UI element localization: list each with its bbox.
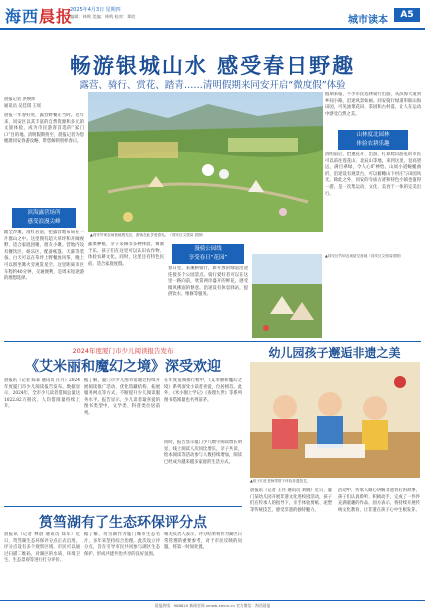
- reading-col-3: 同时，报告显示厦门少儿数字阅读增长明显，线上阅读人次同比增长，亲子共读、绘本阅读等活动参与人数持续增加，阅读已经成为越来越多家庭的生活方式。: [164, 440, 242, 465]
- lead-col-mid-a: 蔬菜种植、亲子采摘等多种体验，寓教于乐，孩子们在这里可以认识农作物、体验农耕文化。同时，这里还有特色民宿，适合家庭度假。: [88, 242, 164, 267]
- reading-byline: 晨报讯（记者 陈霏 通讯员 汪月）2024年度厦门市少儿阅读报告发布。数据显示，2024年，全市少儿读者借阅总量达1022.82万册次，人均借阅量持续上升。: [4, 378, 80, 410]
- lead-col-right-top: 假期来临，不少市民选择骑行出游，从滨海大道到乡间小路，沿途风景如画。同安骑行绿道串联山海田园，可见油菜花田、茶园和古村落，让人在运动中感受自然之美。: [325, 92, 421, 117]
- lead-subheadline: 露营、骑行、赏花、踏青……清明假期来同安开启“微度假”体验: [79, 80, 346, 91]
- ecology-headline: 筼筜湖有了生态环保评分点: [39, 515, 207, 531]
- subhead-bar-mid: 漫骑公园线 享受春日“花园”: [172, 244, 244, 264]
- reading-col-1: 据了解，厦门市少儿图书馆通过持续开展阅读推广活动、优化馆藏结构、拓展服务网点等方式，不断提升少儿阅读服务水平。报告显示，少儿读者最喜爱的图书类型中，文学类、科普类位居前列。: [84, 378, 160, 416]
- kindergarten-photo-caption: ▲孩子们在老师带领下体验非遗技艺。: [250, 479, 311, 483]
- section-title: 城市读本: [348, 15, 388, 26]
- subhead-bar-left: 滨海露营场所 感受浪漫尖峰: [12, 208, 76, 228]
- lead-byline: 晨报记者 洪焕炜 通讯员 吴佳琪 王瑶: [4, 97, 42, 109]
- kindergarten-photo: [250, 362, 420, 478]
- section-divider: [4, 341, 421, 342]
- reading-col-2: 在年度借阅排行榜中，《艾米丽和魔幻之境》系列深受小读者喜爱，位居榜首。此外，《米小圈上学记》《查理九世》等系列图书借阅量也名列前茅。: [164, 378, 242, 403]
- reading-headline: 《艾米丽和魔幻之境》深受欢迎: [25, 359, 221, 375]
- reading-kicker: 2024年度厦门市少儿阅读报告发布: [72, 347, 174, 355]
- ecology-col-2: 据了解，筼筜湖作为厦门城市生态名片，多年来坚持综合治理。此次设立评分点，旨在引导市民共同参与湖区生态保护，形成共建共治共享的良好氛围。: [84, 532, 160, 557]
- ecology-col-1: 晨报讯（记者 林晨 通讯员 郑军）近日，筼筜湖生态环保评分点正式启用。评分点设有多个观察区域，市民可以通过扫描二维码，对湖区的水质、环境卫生、生态景观等进行打分评价。: [4, 532, 80, 564]
- lead-col-right2: 清明前后，恰逢花开、出游，打算爬山游览的市民可以前往莲花山、北辰山等地。来到这里，登高望远，满目翠绿，令人心旷神怡。山间小道蜿蜒曲折，沿途设有观景台，可以俯瞰山下村庄与田园风光。除此之外，同安的寺庙古迹和特色小镇也值得一游，是一次集运动、文化、美食于一体的完美出行。: [325, 152, 421, 197]
- page-number: A5: [394, 8, 420, 22]
- masthead: [0, 0, 425, 30]
- lead-col-left: 踏全沙滩，漫红岩道，把露营地布局在一片群山之中。这里拥有超大草坪和开阔视野，适合家庭团聚、朋友小聚。营地内设有餐饮区、娱乐区，配备帐篷、天幕等装备。白天可以在草坪上野餐放风筝，晚上可以围坐篝火旁观赏星空。这里距离市区车程约40分钟，交通便利，是周末短途游的理想选择。: [4, 230, 84, 282]
- lead-photo-caption: ▲同安竹坝农场营地观光区，游客在此享受春光。（同安区文旅局 供图）: [90, 233, 206, 237]
- page-footer: 晨报热线：968820 新闻官网 xmwb.xmnn.cn 官方微信：海西晨报: [0, 600, 425, 611]
- newspaper-logo: 海西晨报: [5, 7, 74, 26]
- kindergarten-col-1: 晨报讯（记者 王丹 通讯员 刘晓）近日，厦门某幼儿园开展非遗文化进校园活动，孩子们在传承人的指导下，亲手体验剪纸、泥塑等传统技艺，感受非遗的独特魅力。: [250, 488, 332, 513]
- lead-photo-2: [252, 254, 322, 338]
- kindergarten-col-2: 活动中，传承人耐心讲解非遗背后的故事，孩子们认真聆听、积极动手，完成了一件件充满童趣的作品。园方表示，将持续开展传统文化教育，让非遗在孩子心中生根发芽。: [338, 488, 420, 513]
- lead-intro: 晨报一年春好处，露营野餐正当时。近年来，同安区以其丰富的自然资源和多元的文旅体验，成为市民游客首选的“家门口”目的地。清明假期将至，晨报记者为您梳理同安春游攻略，带您解锁别样春日。: [4, 113, 84, 145]
- lead-col-mid: 春日里，来溪桥骑行，新开放的绿道沿途连接多个公园景点。骑行爱好者可以在这里一路向前，欣赏两岸盛开的鲜花，感受微风拂面的惬意。沿途设有休息驿站，提供饮水、维修等服务。: [168, 266, 248, 298]
- kindergarten-headline: 幼儿园孩子邂逅非遗之美: [268, 346, 401, 360]
- lead-photo-2-caption: ▲同安区竹坝农场星空营地（同安区文旅局供图）: [325, 254, 404, 258]
- issue-date: 2025年4月3日 星期四: [70, 7, 121, 13]
- editor-line: 编辑：林鸣 美编：林鸣 校对：郑欣: [70, 14, 136, 19]
- lead-photo: [88, 92, 323, 232]
- ecology-col-3: 相关负责人表示，评分结果将作为湖区日常管理的重要参考，对于市民反映的问题，将第一时间处置。: [164, 532, 242, 551]
- lead-headline: 畅游银城山水 感受春日野趣: [69, 54, 356, 78]
- subhead-bar-right: 山林度北园林 体验农耕乐趣: [338, 130, 408, 150]
- section-divider-2: [4, 506, 242, 507]
